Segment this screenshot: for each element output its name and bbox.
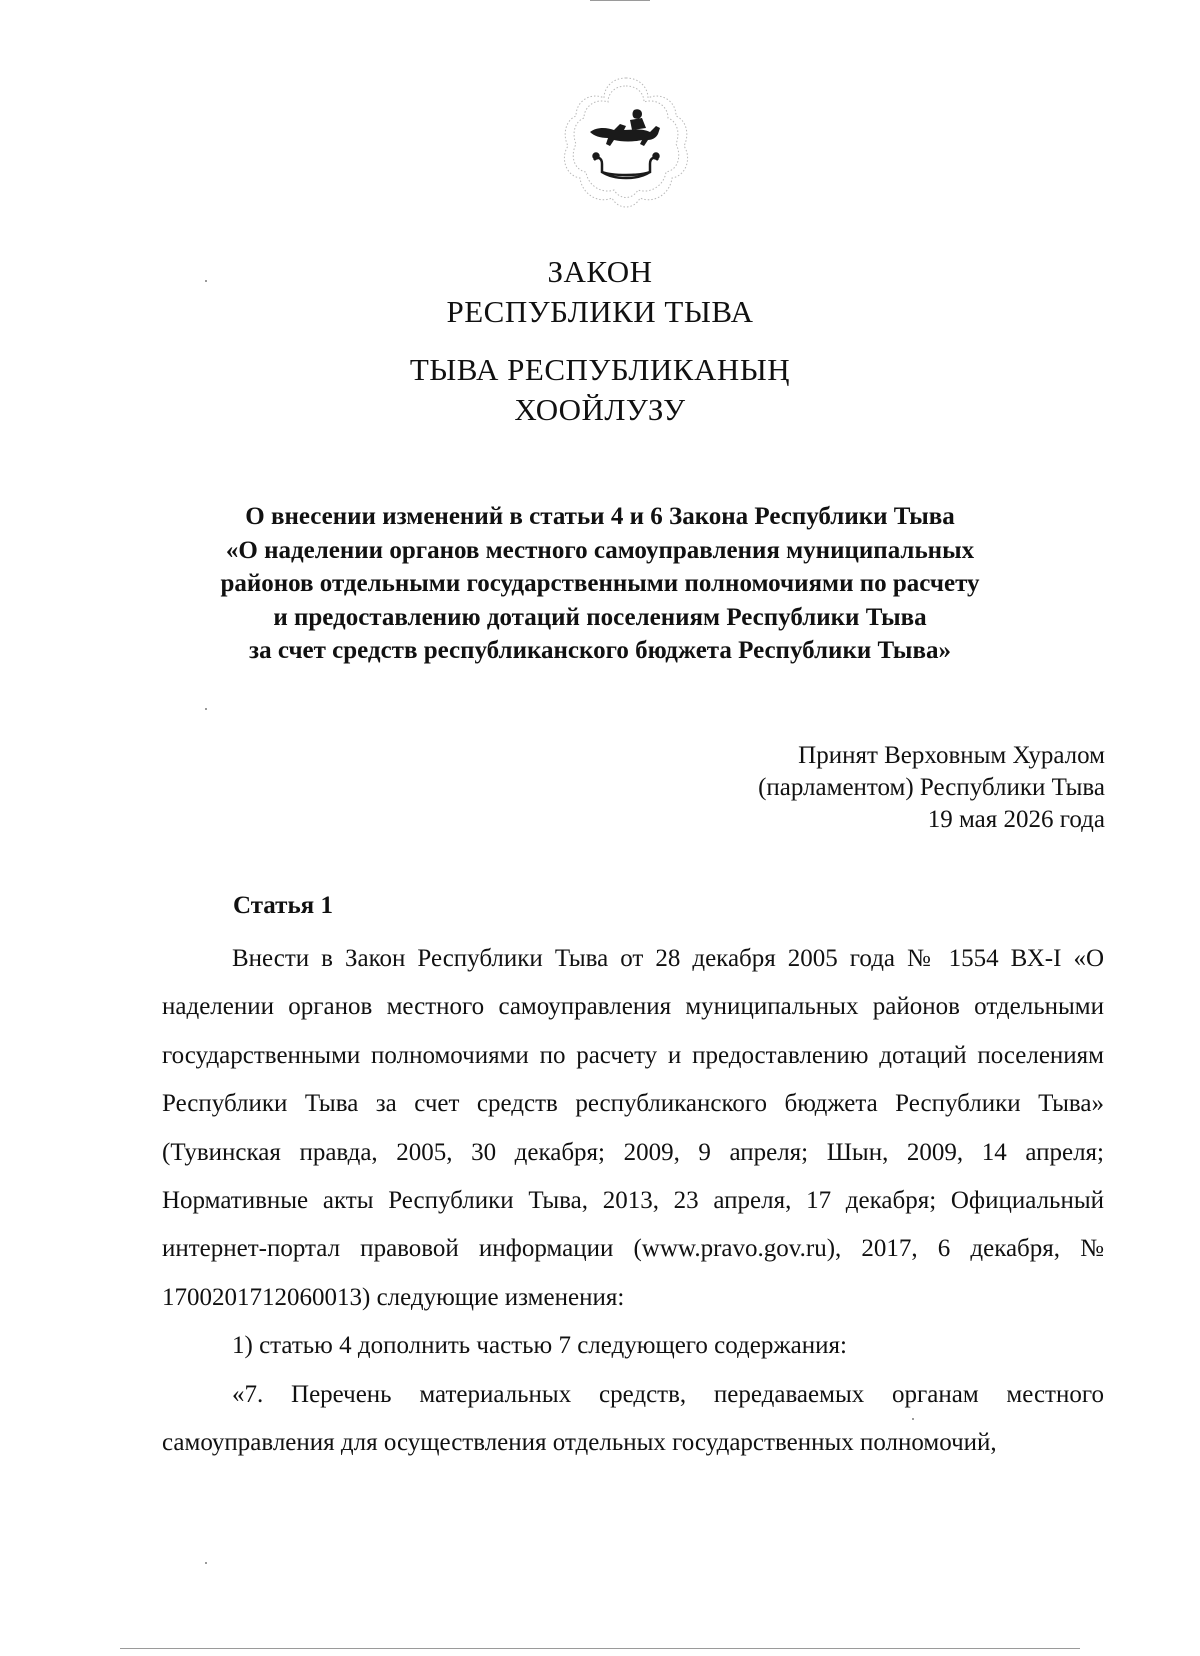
coat-of-arms-of-tuva-icon xyxy=(560,72,692,222)
article-paragraph: «7. Перечень материальных средств, передаваемых органам местного самоуправления для осуществления отдельных государственных полномочий, xyxy=(162,1380,1104,1457)
law-subject xyxy=(0,500,1200,668)
law-title-tyv-block xyxy=(0,350,1200,430)
law-subject-line: за счет средств республиканского бюджета Республики Тыва» xyxy=(249,637,951,664)
scan-artifact-line xyxy=(120,1648,1080,1649)
article-body xyxy=(162,935,1104,1467)
scan-artifact-dot xyxy=(205,280,207,282)
adoption-line2: (парламентом) Республики Тыва xyxy=(758,774,1105,801)
law-title-line1: ЗАКОН xyxy=(547,254,653,289)
law-title-tyv-line2: ХООЙЛУЗУ xyxy=(514,392,686,427)
law-subject-line: районов отдельными государственными полномочиями по расчету xyxy=(220,570,980,597)
article-paragraph: 1) статью 4 дополнить частью 7 следующего содержания: xyxy=(232,1332,847,1360)
article-paragraph: Внести в Закон Республики Тыва от 28 декабря 2005 года № 1554 ВХ-I «О наделении органов местного самоуправления муниципальных районов отдельными государственными полномочиями по расчету и предоставлению дотаций поселениям Республики Тыва за счет средств республиканского бюджета Республики Тыва» (Тувинская правда, 2005, 30 декабря; 2009, 9 апреля; Шын, 2009, 14 апреля; Нормативные акты Республики Тыва, 2013, 23 апреля, 17 декабря; Официальный интернет-портал правовой информации (www.pravo.gov.ru), 2017, 6 декабря, № 1700201712060013) следующие изменения: xyxy=(162,945,1104,1311)
adoption-note xyxy=(758,740,1105,836)
law-title-block xyxy=(0,252,1200,332)
article-heading: Статья 1 xyxy=(233,892,333,919)
law-subject-line: О внесении изменений в статьи 4 и 6 Закона Республики Тыва xyxy=(245,503,955,530)
scan-artifact-dot xyxy=(205,1562,207,1564)
adoption-line1: Принят Верховным Хуралом xyxy=(798,742,1105,769)
scan-artifact-dot xyxy=(912,1418,914,1420)
scan-artifact-dot xyxy=(205,708,207,710)
law-title-tyv-line1: ТЫВА РЕСПУБЛИКАНЫҢ xyxy=(409,352,791,387)
law-title-line2: РЕСПУБЛИКИ ТЫВА xyxy=(446,294,754,329)
law-subject-line: «О наделении органов местного самоуправления муниципальных xyxy=(225,536,975,564)
law-subject-line: и предоставлению дотаций поселениям Республики Тыва xyxy=(273,603,927,631)
scan-artifact-line xyxy=(590,0,650,1)
adoption-date: 19 мая 2026 года xyxy=(927,806,1105,833)
